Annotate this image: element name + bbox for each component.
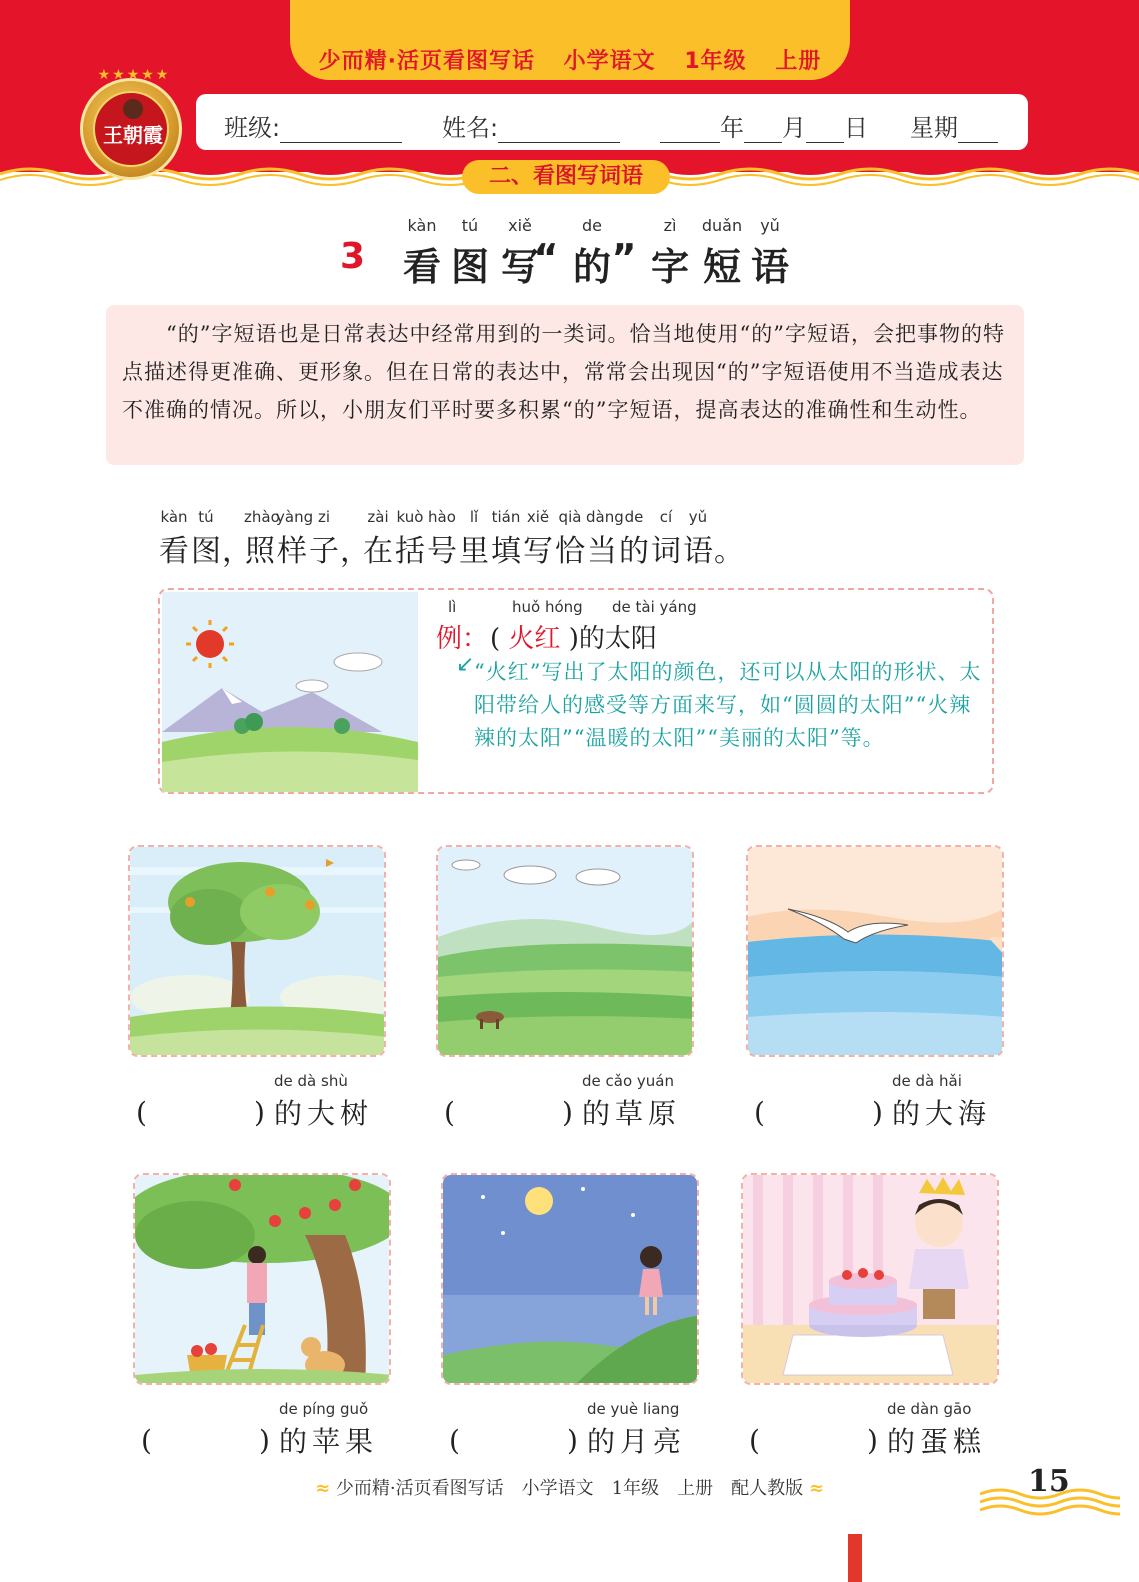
grade: 1年级	[684, 49, 747, 74]
instruction-char: lǐ 里	[459, 508, 489, 569]
phrase-apple: de píng guǒ 的苹果	[279, 1400, 379, 1458]
blank-tree[interactable]: ( ) de dà shù 的大树	[136, 1072, 374, 1130]
instruction-char: zi 子	[309, 508, 339, 569]
apple-tree-picture	[133, 1173, 391, 1385]
month-blank[interactable]	[744, 119, 782, 143]
instruction-char: de 的	[619, 508, 649, 569]
big-tree-picture	[128, 845, 386, 1057]
class-label: 班级:	[224, 114, 281, 142]
weekday-label: 星期	[910, 114, 958, 142]
title-char: yǔ 语	[750, 216, 789, 289]
instruction-char: tú 图	[191, 508, 221, 569]
instruction-char: 。	[714, 534, 744, 569]
intro-paragraph	[106, 305, 1024, 465]
example-label: 例：	[436, 624, 489, 654]
section-label: 二、看图写词语	[462, 160, 670, 194]
title-char: tú 图	[450, 216, 489, 289]
name-blank[interactable]	[498, 119, 620, 143]
class-field[interactable]	[224, 108, 402, 143]
title-char: ”	[611, 236, 637, 280]
wave-icon: ≈	[808, 1478, 824, 1499]
title-char: de 的	[572, 216, 611, 289]
birthday-cake-picture	[741, 1173, 999, 1385]
weekday-blank[interactable]	[958, 119, 998, 143]
series-title-line	[290, 44, 850, 75]
example-line: ( 火红 )的太阳	[490, 624, 657, 654]
lesson-number: 3	[340, 236, 366, 277]
author-avatar	[123, 99, 143, 119]
sea-picture	[746, 845, 1004, 1057]
blank-cake[interactable]: ( ) de dàn gāo 的蛋糕	[749, 1400, 987, 1458]
phrase-tree: de dà shù 的大树	[274, 1072, 374, 1130]
example-note: “火红”写出了太阳的颜色，还可以从太阳的形状、太阳带给人的感受等方面来写，如“圆圆的太阳”“火辣辣的太阳”“温暖的太阳”“美丽的太阳”等。	[474, 660, 982, 750]
instruction-char: dàng 当	[586, 508, 624, 569]
example-answer-pinyin: huǒ hóng	[512, 598, 583, 616]
instruction-char: ，	[340, 534, 370, 569]
footer-text: 少而精·活页看图写话 小学语文 1年级 上册 配人教版	[335, 1478, 804, 1499]
brand-logo	[80, 67, 182, 180]
instruction-char: qià 恰	[555, 508, 585, 569]
year-label: 年	[720, 114, 744, 142]
phrase-grassland: de cǎo yuán 的草原	[582, 1072, 682, 1130]
instruction-char: kàn 看	[159, 508, 189, 569]
logo-text: 王朝霞	[103, 123, 163, 147]
volume: 上册	[775, 49, 822, 74]
blank-moon[interactable]: ( ) de yuè liang 的月亮	[449, 1400, 687, 1458]
example-box	[158, 588, 994, 794]
example-answer: 火红	[508, 624, 561, 654]
example-phrase: 的太阳	[578, 624, 657, 654]
date-field[interactable]	[660, 108, 868, 143]
weekday-field[interactable]	[910, 108, 998, 143]
example-label-pinyin: lì	[448, 598, 457, 616]
grassland-picture	[436, 845, 694, 1057]
subject: 小学语文	[563, 49, 656, 74]
page-wave-decoration	[980, 1486, 1120, 1516]
class-blank[interactable]	[280, 119, 402, 143]
blank-sea[interactable]: ( ) de dà hǎi 的大海	[754, 1072, 992, 1130]
series-title: 少而精·活页看图写话	[318, 49, 535, 74]
blank-apple[interactable]: ( ) de píng guǒ 的苹果	[141, 1400, 379, 1458]
month-label: 月	[782, 114, 806, 142]
phrase-moon: de yuè liang 的月亮	[587, 1400, 687, 1458]
instruction-char: ，	[222, 534, 252, 569]
footer	[0, 1474, 1139, 1500]
page-number: 15	[1028, 1464, 1070, 1499]
instruction-char: cí 词	[651, 508, 681, 569]
instruction-char: tián 填	[491, 508, 521, 569]
day-blank[interactable]	[806, 119, 844, 143]
instruction-char: yǔ 语	[683, 508, 713, 569]
title-char: kàn 看	[402, 216, 441, 289]
instruction-char: yàng 样	[276, 508, 314, 569]
instruction-char: zài 在	[363, 508, 393, 569]
example-phrase-pinyin: de tài yáng	[612, 598, 697, 616]
star-icons: ★★★★★	[97, 67, 171, 83]
title-char: xiě 写	[500, 216, 539, 289]
blank-grassland[interactable]: ( ) de cǎo yuán 的草原	[444, 1072, 682, 1130]
page-edge-mark	[848, 1534, 862, 1582]
curved-arrow-icon: ↙	[456, 652, 475, 677]
name-label: 姓名:	[442, 114, 499, 142]
instruction-char: zhào 照	[244, 508, 280, 569]
moon-night-picture	[441, 1173, 699, 1385]
logo-badge	[93, 91, 169, 167]
name-field[interactable]	[442, 108, 620, 143]
title-char: zì 字	[650, 216, 689, 289]
wave-icon: ≈	[315, 1478, 331, 1499]
intro-text: “的”字短语也是日常表达中经常用到的一类词。恰当地使用“的”字短语，会把事物的特点描述得更准确、更形象。但在日常的表达中，常常会出现因“的”字短语使用不当造成表达不准确的情况。所以，小朋友们平时要多积累“的”字短语，提高表达的准确性和生动性。	[122, 322, 1005, 422]
phrase-cake: de dàn gāo 的蛋糕	[887, 1400, 987, 1458]
title-char: duǎn 短	[701, 216, 743, 289]
day-label: 日	[844, 114, 868, 142]
title-char: “	[533, 236, 559, 280]
instruction-char: xiě 写	[523, 508, 553, 569]
phrase-sea: de dà hǎi 的大海	[892, 1072, 992, 1130]
instruction-char: kuò 括	[395, 508, 425, 569]
year-blank[interactable]	[660, 119, 720, 143]
student-info-form	[196, 94, 1028, 150]
sun-landscape-picture	[162, 592, 418, 792]
instruction-char: hào 号	[427, 508, 457, 569]
